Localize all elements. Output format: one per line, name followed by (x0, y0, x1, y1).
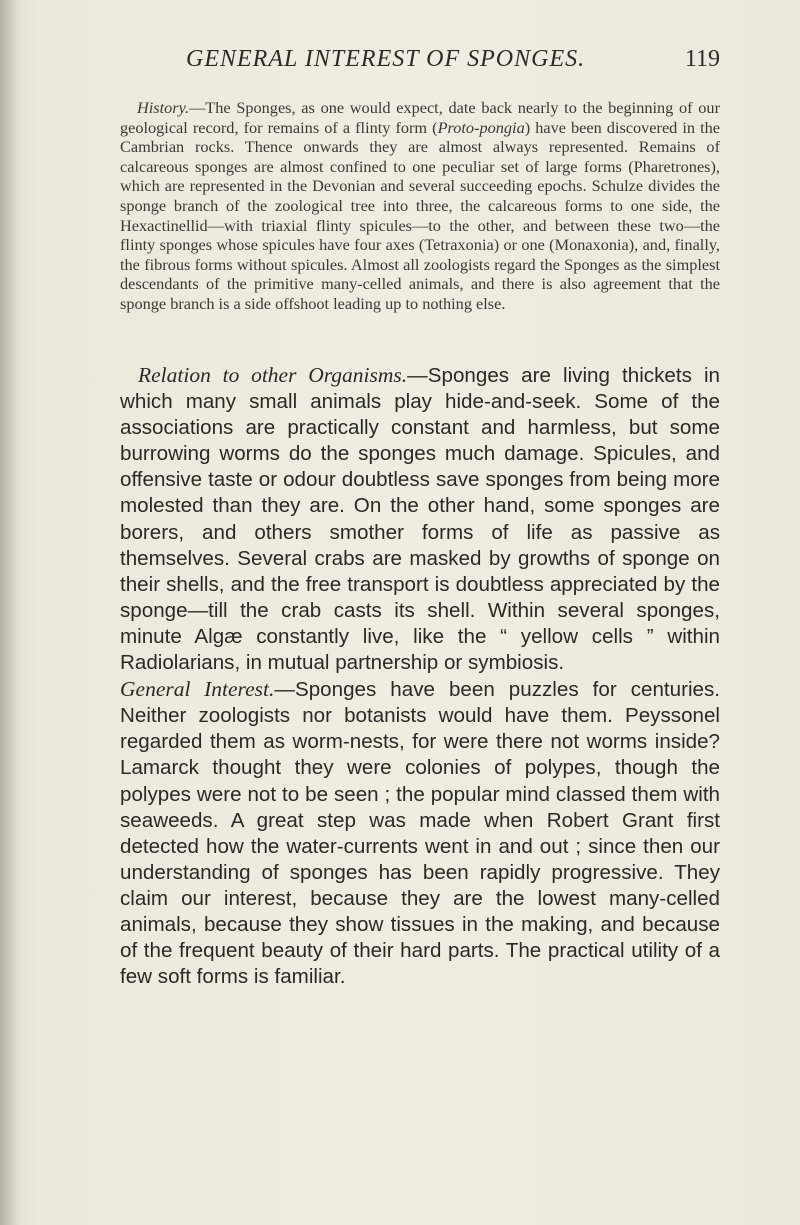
page-header (120, 46, 720, 86)
running-head: GENERAL INTEREST OF SPONGES. (186, 46, 586, 72)
relation-paragraph (120, 362, 720, 676)
page-number: 119 (684, 46, 720, 72)
history-paragraph (120, 98, 720, 314)
history-text-part1: —The Sponges, as one would expect, date back nearly to the beginning of our geological record, for remains of a flinty form ( (120, 98, 720, 137)
history-section (120, 98, 720, 314)
relation-heading: Relation to other Organisms. (138, 363, 408, 387)
general-interest-text: —Sponges have been puzzles for centuries. Neither zoologists nor botanists would have them. Peyssonel regarded them as worm-nests, for were there not worms inside? Lamarck thought they were colonies of polypes, though the polypes were not to be seen ; the popular mind classed them with seaweeds. A great step was made when Robert Grant first detected how the water-currents went in and out ; since then our understanding of sponges has been rapidly progressive. They claim our interest, because they are the lowest many-celled animals, because they show tissues in the making, and because of the frequent beauty of their hard parts. The practical utility of a few soft forms is familiar. (120, 678, 720, 989)
history-italic-term: Proto-pongia (437, 117, 525, 137)
gutter-shadow (0, 0, 22, 1225)
history-heading: History. (137, 98, 190, 117)
history-text-part2: ) have been discovered in the Cambrian rocks. Thence onwards they are almost always represented. Remains of calcareous sponges are almost confined to one peculiar set of large forms (Pharetrones), which are represented in the Devonian and several succeeding epochs. Schulze divides the sponge branch of the zoological tree into three, the calcareous forms to one side, the Hexactinellid—with triaxial flinty spicules—to the other, and between these two—the flinty sponges whose spicules have four axes (Tetraxonia) or one (Monaxonia), and, finally, the fibrous forms without spicules. Almost all zoologists regard the Sponges as the simplest descendants of the primitive many-celled animals, and there is also agreement that the sponge branch is a side offshoot leading up to nothing else. (120, 117, 720, 313)
main-text (120, 362, 720, 990)
general-interest-paragraph (120, 676, 720, 990)
relation-text: —Sponges are living thickets in which many small animals play hide-and-seek. Some of the associations are practically constant and harmless, but some burrowing worms do the sponges much damage. Spicules, and offensive taste or odour doubtless save sponges from being more molested than they are. On the other hand, some sponges are borers, and others smother forms of life as passive as themselves. Several crabs are masked by growths of sponge on their shells, and the free transport is doubtless appreciated by the sponge—till the crab casts its shell. Within several sponges, minute Algæ constantly live, like the “ yellow cells ” within Radiolarians, in mutual partnership or symbiosis. (120, 364, 720, 675)
general-interest-heading: General Interest. (120, 677, 275, 702)
